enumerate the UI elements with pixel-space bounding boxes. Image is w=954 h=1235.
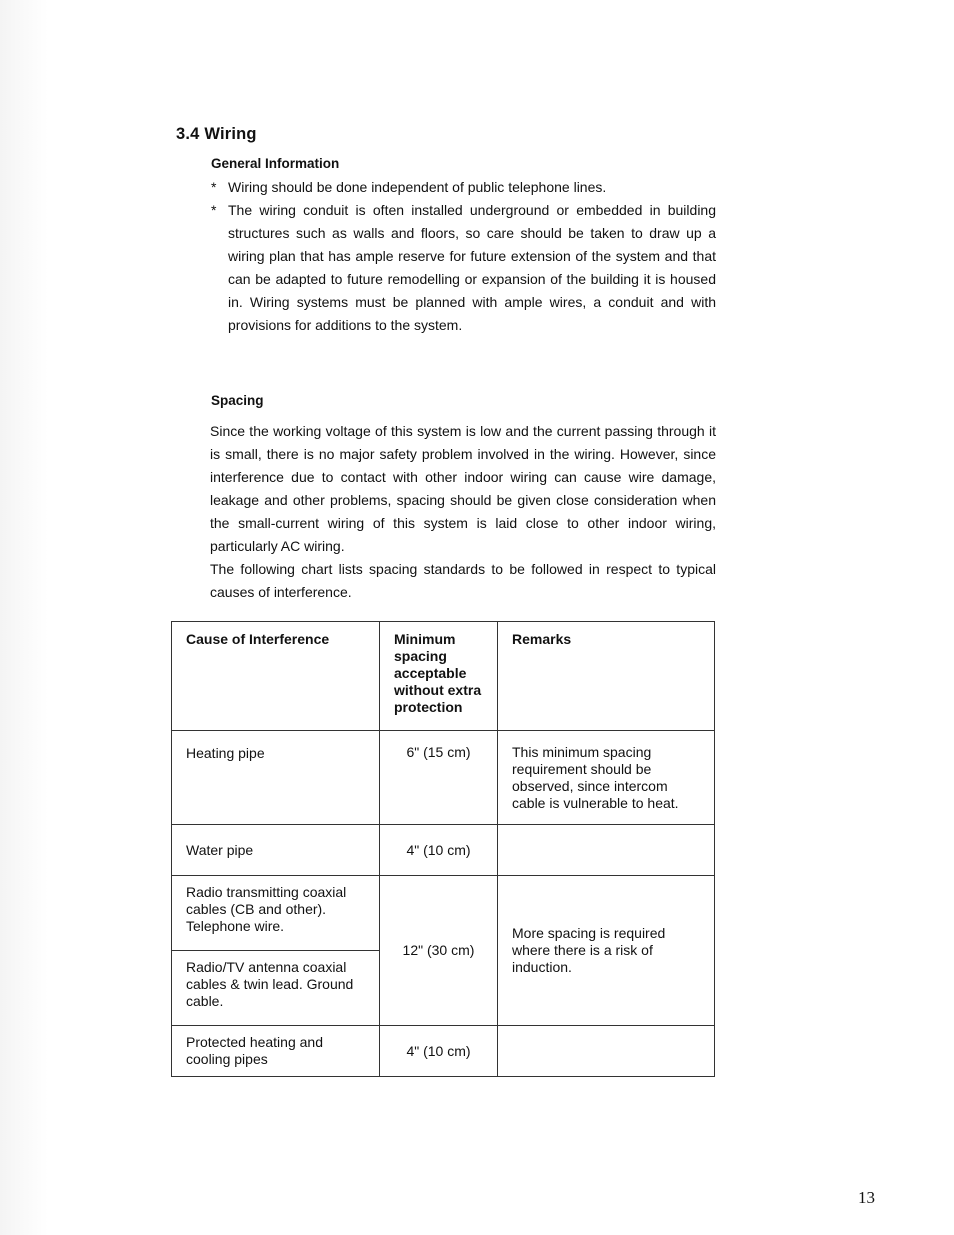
table-row — [172, 825, 715, 876]
bullet-item: * Wiring should be done independent of public telephone lines. — [211, 176, 716, 199]
cell-cause: Radio transmitting coaxial cables (CB and other). Telephone wire. — [172, 876, 380, 951]
page-number: 13 — [858, 1188, 875, 1207]
cell-remarks: More spacing is required where there is a risk of induction. — [498, 876, 715, 1026]
section-title: 3.4 Wiring — [176, 125, 257, 143]
table-row — [172, 1026, 715, 1077]
cell-cause: Radio/TV antenna coaxial cables & twin lead. Ground cable. — [172, 951, 380, 1026]
cell-spacing: 6" (15 cm) — [380, 731, 498, 825]
general-information-heading: General Information — [211, 156, 340, 171]
interference-table — [171, 621, 715, 1077]
cell-remarks: This minimum spacing requirement should be observed, since intercom cable is vulnerable to heat. — [498, 731, 715, 825]
spacing-heading: Spacing — [211, 393, 264, 408]
cell-spacing: 4" (10 cm) — [380, 1026, 498, 1077]
cell-spacing: 4" (10 cm) — [380, 825, 498, 876]
spacing-body — [210, 420, 716, 604]
header-cause: Cause of Interference — [172, 622, 380, 731]
spacing-paragraph: Since the working voltage of this system is low and the current passing through it is small, there is no major safety problem involved in the wiring. However, since interference due to contact with other indoor wiring can cause wire damage, leakage and other problems, spacing should be given close consideration when the small-current wiring of this system is laid close to other indoor wiring, particularly AC wiring. — [210, 423, 716, 554]
header-spacing: Minimum spacing acceptable without extra protection — [380, 622, 498, 731]
table-row — [172, 876, 715, 951]
cell-cause: Water pipe — [172, 825, 380, 876]
scan-edge — [0, 0, 48, 1235]
cell-cause: Heating pipe — [172, 731, 380, 825]
cell-cause: Protected heating and cooling pipes — [172, 1026, 380, 1077]
cell-remarks — [498, 1026, 715, 1077]
spacing-paragraph: The following chart lists spacing standards to be followed in respect to typical causes of interference. — [210, 561, 716, 600]
header-remarks: Remarks — [498, 622, 715, 731]
cell-spacing: 12" (30 cm) — [380, 876, 498, 1026]
table-header-row — [172, 622, 715, 731]
cell-remarks — [498, 825, 715, 876]
general-information-list — [211, 176, 716, 337]
table-row — [172, 731, 715, 825]
bullet-item: * The wiring conduit is often installed underground or embedded in building structures such as walls and floors, so care should be taken to draw up a wiring plan that has ample reserve for future extension of the system and that can be adapted to future remodelling or expansion of the building it is housed in. Wiring systems must be planned with ample wires, a conduit and with provisions for additions to the system. — [211, 199, 716, 337]
